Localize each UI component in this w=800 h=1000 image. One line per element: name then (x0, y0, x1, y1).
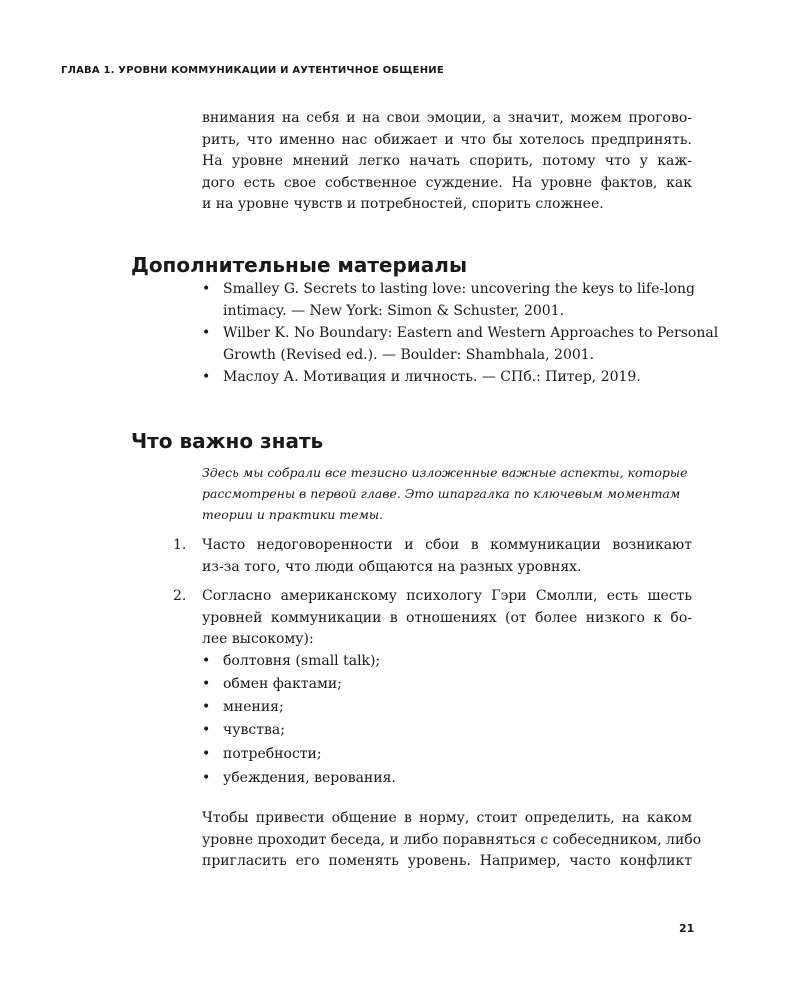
reference-item (202, 323, 719, 366)
level-item (202, 674, 342, 696)
reference-line: Growth (Revised ed.). — Boulder: Shambhala, 2001. (223, 346, 595, 363)
intro-line-last: и на уровне чувств и потребностей, спорить сложнее. (202, 196, 604, 212)
outro-line: уровне проходит беседа, и либо поравняться с собеседником, либо (202, 831, 702, 848)
level-label: мнения; (223, 699, 284, 715)
point-line: уровней коммуникации в отношениях (от более низкого к бо- (202, 609, 692, 626)
point-line: лее высокому): (202, 631, 314, 647)
summary-intro (202, 462, 692, 525)
summary-intro-line: Здесь мы собрали все тезисно изложенные важные аспекты, которые (202, 465, 688, 480)
level-item (202, 768, 396, 790)
point-number: 1. (173, 537, 187, 553)
level-label: болтовня (small talk); (223, 653, 381, 669)
section-heading-know: Что важно знать (131, 429, 324, 453)
level-item (202, 697, 284, 719)
bullet-icon: • (202, 325, 211, 341)
page-number: 21 (679, 922, 695, 935)
level-label: чувства; (223, 722, 285, 738)
level-label: обмен фактами; (223, 676, 342, 692)
numbered-point (173, 586, 693, 651)
intro-line: На уровне мнений легко начать спорить, потому что у каж- (202, 153, 692, 169)
bullet-icon: • (202, 653, 211, 669)
bullet-icon: • (202, 281, 211, 297)
level-label: потребности; (223, 746, 322, 762)
intro-paragraph (202, 108, 692, 216)
outro-paragraph (202, 808, 702, 873)
reference-item (202, 279, 702, 322)
bullet-icon: • (202, 770, 211, 786)
numbered-point (173, 535, 693, 578)
running-head: ГЛАВА 1. УРОВНИ КОММУНИКАЦИИ И АУТЕНТИЧНОЕ ОБЩЕНИЕ (61, 65, 444, 76)
level-item (202, 720, 285, 742)
reference-item (202, 367, 702, 389)
reference-line: Smalley G. Secrets to lasting love: uncovering the keys to life-long (223, 281, 695, 297)
reference-line: Wilber K. No Boundary: Eastern and Western Approaches to Personal (223, 325, 719, 341)
point-number: 2. (173, 588, 187, 604)
bullet-icon: • (202, 676, 211, 692)
bullet-icon: • (202, 722, 211, 738)
intro-line: дого есть свое собственное суждение. На уровне фактов, как (202, 174, 692, 191)
bullet-icon: • (202, 369, 211, 385)
reference-line: Маслоу А. Мотивация и личность. — СПб.: Питер, 2019. (223, 369, 641, 385)
reference-line: intimacy. — New York: Simon & Schuster, 2001. (223, 302, 565, 319)
level-label: убеждения, верования. (223, 770, 396, 786)
outro-line: Чтобы привести общение в норму, стоит определить, на каком (202, 810, 692, 826)
summary-intro-line: рассмотрены в первой главе. Это шпаргалка по ключевым моментам (202, 486, 681, 501)
bullet-icon: • (202, 746, 211, 762)
section-heading-additional: Дополнительные материалы (131, 253, 468, 277)
level-item (202, 744, 322, 766)
point-line: из-за того, что люди общаются на разных уровнях. (202, 558, 582, 575)
point-line: Часто недоговоренности и сбои в коммуникации возникают (202, 537, 692, 553)
intro-line: рить, что именно нас обижает и что бы хотелось предпринять. (202, 131, 692, 148)
intro-line: внимания на себя и на свои эмоции, а значит, можем прогово- (202, 110, 692, 126)
summary-intro-line: теории и практики темы. (202, 507, 384, 522)
point-line: Согласно американскому психологу Гэри Смолли, есть шесть (202, 588, 692, 604)
level-item (202, 651, 380, 673)
outro-line: пригласить его поменять уровень. Например, часто конфликт (202, 853, 692, 869)
bullet-icon: • (202, 699, 211, 715)
